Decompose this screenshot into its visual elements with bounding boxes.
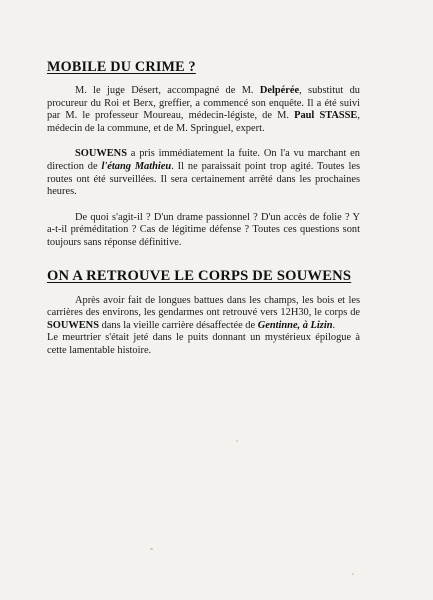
name-souwens: SOUWENS [75, 148, 127, 160]
paper-speck [236, 440, 238, 442]
place-etang-mathieu: l'étang Mathieu [101, 160, 172, 172]
heading-mobile-du-crime: MOBILE DU CRIME ? [47, 59, 196, 75]
paper-speck [150, 548, 153, 550]
name-paul-stasse: Paul STASSE [294, 110, 358, 122]
paragraph-fuite: SOUWENS a pris immédiatement la fuite. On l'a vu marchant en direction de l'étang Mathieu. Il ne paraissait point trop agité. Toutes les routes ont été surveillées. Il sera certainement arrêté dans les prochaines heures. [47, 148, 360, 198]
heading-corps-retrouve: ON A RETROUVE LE CORPS DE SOUWENS [47, 267, 352, 284]
paragraph-questions: De quoi s'agit-il ? D'un drame passionnel ? D'un accès de folie ? Y a-t-il préméditation ? Cas de légitime défense ? Toutes ces questions sont toujours sans réponse définitive. [47, 211, 360, 248]
paragraph-enquete: M. le juge Désert, accompagné de M. Delpérée, substitut du procureur du Roi et Berx, greffier, a commencé son enquête. Il a été suivi par M. le professeur Moureau, médecin-légiste, de M. Paul STASSE, médecin de la commune, et de M. Springuel, expert. [47, 85, 360, 134]
paragraph-battues: Après avoir fait de longues battues dans les champs, les bois et les carrières des environs, les gendarmes ont retrouvé vers 12H30, le corps de SOUWENS dans la vieille carrière désaffectée de Gentinne, à Lizin. [47, 294, 360, 331]
place-gentinne-lizin: Gentinne, à Lizin [257, 319, 333, 331]
name-souwens-2: SOUWENS [47, 319, 99, 331]
paper-speck [352, 573, 354, 575]
article-body [47, 58, 360, 358]
paragraph-epilogue: Le meurtrier s'était jeté dans le puits donnant un mystérieux épilogue à cette lamentable histoire. [47, 332, 360, 356]
name-delperee: Delpérée [259, 85, 300, 96]
